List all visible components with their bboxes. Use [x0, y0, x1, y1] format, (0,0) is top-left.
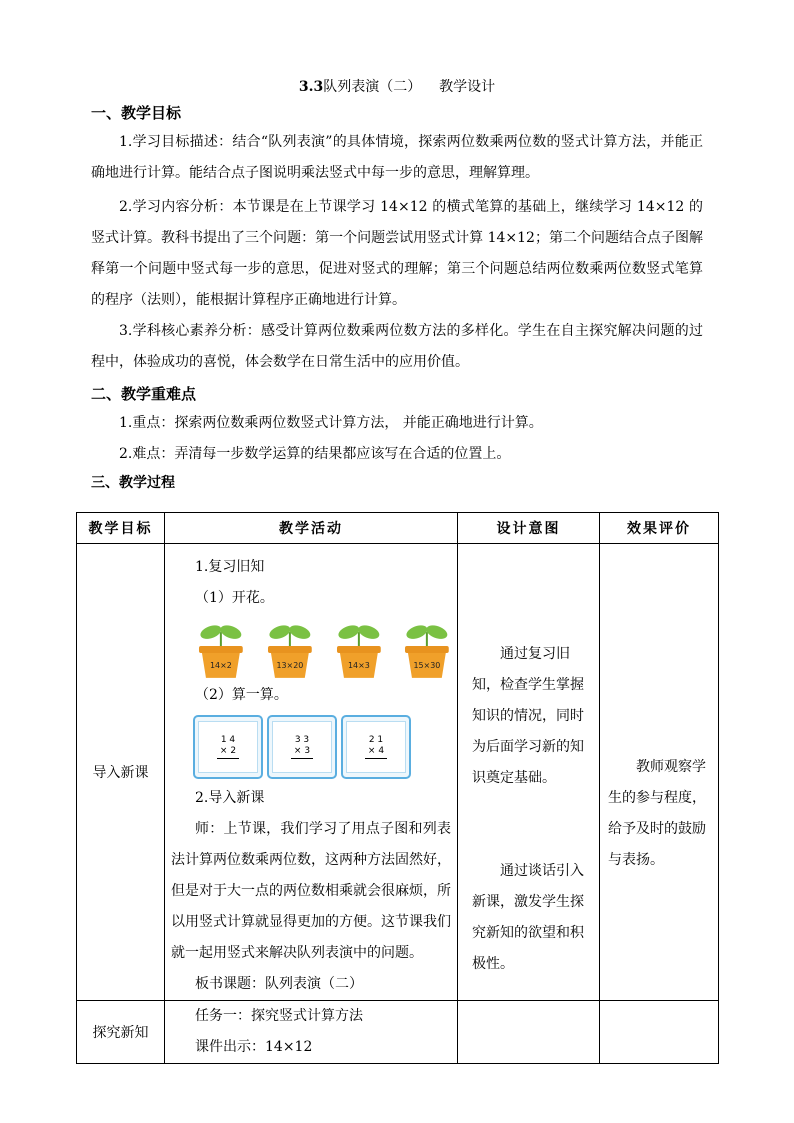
title-text: 队列表演（二） — [323, 79, 422, 95]
task-one-line: 任务一：探究竖式计算方法 — [195, 1008, 363, 1024]
calc-cards — [193, 715, 451, 779]
row1-activity-cell — [165, 544, 458, 1001]
calc-card-3-line — [365, 758, 387, 759]
activity-teacher-talk: 师：上节课，我们学习了用点子图和列表法计算两位数乘两位数，这两种方法固然好，但是对于大一点的两位数相乘就会很麻烦，所以用竖式计算就显得更加的方便。这节课我们就一起用竖式来解决队列表演中的问题。 — [171, 821, 451, 961]
calc-card-3-top: 2 1 — [368, 735, 384, 745]
activity-board-title: 板书课题：队列表演（二） — [195, 976, 363, 992]
calc-card-2-top: 3 3 — [294, 735, 310, 745]
goal-paragraph-3: 3.学科核心素养分析：感受计算两位数乘两位数方法的多样化。学生在自主探究解决问题的过程中，体验成功的喜悦，体会数学在日常生活中的应用价值。 — [91, 323, 703, 370]
pot-label-4: 15×30 — [413, 660, 441, 670]
flower-pot-1 — [197, 618, 245, 680]
section-heading-process: 三、教学过程 — [91, 475, 175, 491]
flower-pot-4 — [403, 618, 451, 680]
section-heading-difficulty: 二、教学重难点 — [91, 385, 197, 403]
row1-goal: 导入新课 — [77, 544, 165, 1001]
row2-goal: 探究新知 — [77, 1001, 165, 1064]
flower-pot-2 — [266, 618, 314, 680]
table-row — [77, 544, 719, 1001]
calc-card-2-line — [291, 758, 313, 759]
calc-card-2 — [267, 715, 337, 779]
design-note-1: 通过复习旧知，检查学生掌握知识的情况，同时为后面学习新的知识奠定基础。 — [472, 646, 584, 786]
row2-evaluation-cell — [600, 1001, 719, 1064]
process-table — [76, 512, 719, 1064]
difficulty-paragraph-1: 1.重点：探索两位数乘两位数竖式计算方法， 并能正确地进行计算。 — [119, 415, 543, 431]
page-title — [0, 76, 794, 96]
goal-paragraph-2: 2.学习内容分析：本节课是在上节课学习 14×12 的横式笔算的基础上，继续学习 14×12 的竖式计算。教科书提出了三个问题：第一个问题尝试用竖式计算 14×12；第二个问题结合点子图解释第一个问题中竖式每一步的意思，促进对竖式的理解；第三个问题总结两位数乘两位数竖式笔算的程序（法则），能根据计算程序正确地进行计算。 — [91, 199, 703, 308]
pot-label-3: 14×3 — [347, 660, 370, 670]
row1-evaluation-cell — [600, 544, 719, 1001]
pot-label-2: 13×20 — [276, 660, 304, 670]
row1-design-cell — [458, 544, 600, 1001]
activity-line-review: 1.复习旧知 — [195, 559, 265, 575]
calc-card-3-bottom: × 4 — [367, 746, 385, 756]
flower-pot-3 — [335, 618, 383, 680]
calc-card-1-top: 1 4 — [220, 735, 236, 745]
evaluation-note: 教师观察学生的参与程度，给予及时的鼓励与表扬。 — [608, 759, 706, 868]
calc-card-3 — [341, 715, 411, 779]
row2-design-cell — [458, 1001, 600, 1064]
difficulty-paragraph-2: 2.难点：弄清每一步数学运算的结果都应该写在合适的位置上。 — [119, 446, 511, 462]
activity-line-calc: （2）算一算。 — [195, 687, 288, 703]
calc-card-2-bottom: × 3 — [293, 746, 311, 756]
courseware-line: 课件出示：14×12 — [195, 1039, 313, 1055]
row2-activity-cell — [165, 1001, 458, 1064]
title-number: 3.3 — [298, 79, 324, 95]
calc-card-1-bottom: × 2 — [219, 746, 237, 756]
design-note-2: 通过谈话引入新课，激发学生探究新知的欲望和积极性。 — [472, 863, 584, 972]
calc-card-1 — [193, 715, 263, 779]
activity-line-intro: 2.导入新课 — [195, 790, 265, 806]
header-evaluation: 效果评价 — [600, 513, 719, 544]
flower-pots — [197, 618, 451, 680]
table-header-row — [77, 513, 719, 544]
activity-line-flower: （1）开花。 — [195, 590, 274, 606]
header-goal: 教学目标 — [77, 513, 165, 544]
header-design: 设计意图 — [458, 513, 600, 544]
table-row — [77, 1001, 719, 1064]
header-activity: 教学活动 — [165, 513, 458, 544]
title-suffix: 教学设计 — [439, 79, 496, 95]
section-heading-goals: 一、教学目标 — [91, 104, 182, 122]
goal-paragraph-1: 1.学习目标描述：结合“队列表演”的具体情境，探索两位数乘两位数的竖式计算方法，并能正确地进行计算。能结合点子图说明乘法竖式中每一步的意思，理解算理。 — [91, 134, 703, 181]
pot-label-1: 14×2 — [209, 660, 232, 670]
calc-card-1-line — [217, 758, 239, 759]
